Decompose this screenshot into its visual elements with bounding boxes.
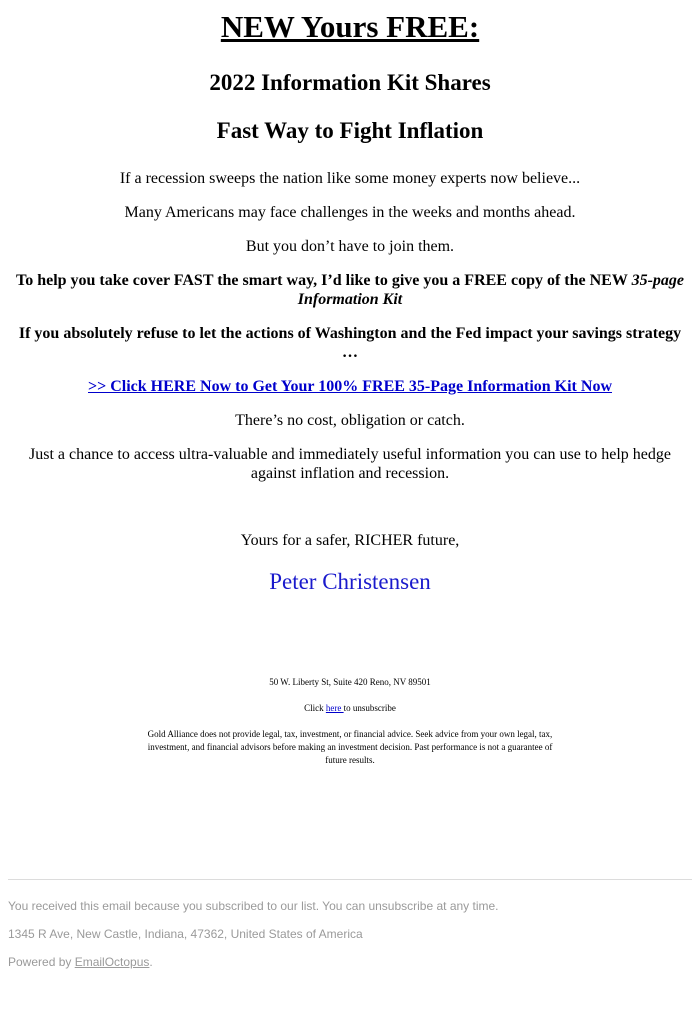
cta-paragraph (0, 362, 700, 396)
closing-line: Yours for a safer, RICHER future, (240, 532, 460, 549)
legal-disclaimer: Gold Alliance does not provide legal, tax, investment, or financial advice. Seek advice from your own legal, tax, investment, and financial advisors before making an investment decision. Past performance is not a guarantee of future results. (147, 729, 553, 765)
footer-address: 1345 R Ave, New Castle, Indiana, 47362, United States of America (8, 927, 363, 941)
paragraph-join: But you don’t have to join them. (245, 238, 455, 255)
paragraph-recession: If a recession sweeps the nation like some money experts now believe... (119, 170, 581, 187)
footer (8, 899, 692, 983)
unsubscribe-link[interactable]: here (325, 703, 344, 713)
footer-powered-by (8, 955, 692, 970)
paragraph-no-cost: There’s no cost, obligation or catch. (235, 412, 465, 429)
emailoctopus-link[interactable]: EmailOctopus (74, 955, 150, 969)
unsubscribe-line (0, 689, 700, 715)
subheadline-kit: 2022 Information Kit Shares (209, 70, 491, 95)
headline: NEW Yours FREE: (220, 9, 480, 44)
mailing-address: 50 W. Liberty St, Suite 420 Reno, NV 89501 (269, 677, 431, 687)
cta-link[interactable]: >> Click HERE Now to Get Your 100% FREE 35-Page Information Kit Now (88, 378, 612, 395)
paragraph-challenges: Many Americans may face challenges in the weeks and months ahead. (124, 204, 576, 221)
paragraph-refuse: If you absolutely refuse to let the actions of Washington and the Fed impact your savings strategy … (18, 325, 682, 361)
offer-text: To help you take cover FAST the smart way, I’d like to give you a FREE copy of the NEW (15, 272, 632, 289)
paragraph-offer (0, 256, 700, 309)
paragraph-chance: Just a chance to access ultra-valuable and immediately useful information you can use to help hedge against inflation and recession. (29, 446, 671, 482)
powered-by-suffix: . (149, 955, 153, 969)
footer-notice: You received this email because you subscribed to our list. You can unsubscribe at any time. (8, 899, 499, 913)
footer-divider (8, 879, 692, 880)
unsubscribe-prefix: Click (304, 703, 326, 713)
subheadline-inflation: Fast Way to Fight Inflation (216, 118, 484, 143)
powered-by-prefix: Powered by (8, 955, 75, 969)
unsubscribe-suffix: to unsubscribe (343, 703, 396, 713)
offer-italic-text: 35-page Information Kit (297, 272, 684, 308)
signature: Peter Christensen (269, 569, 431, 594)
